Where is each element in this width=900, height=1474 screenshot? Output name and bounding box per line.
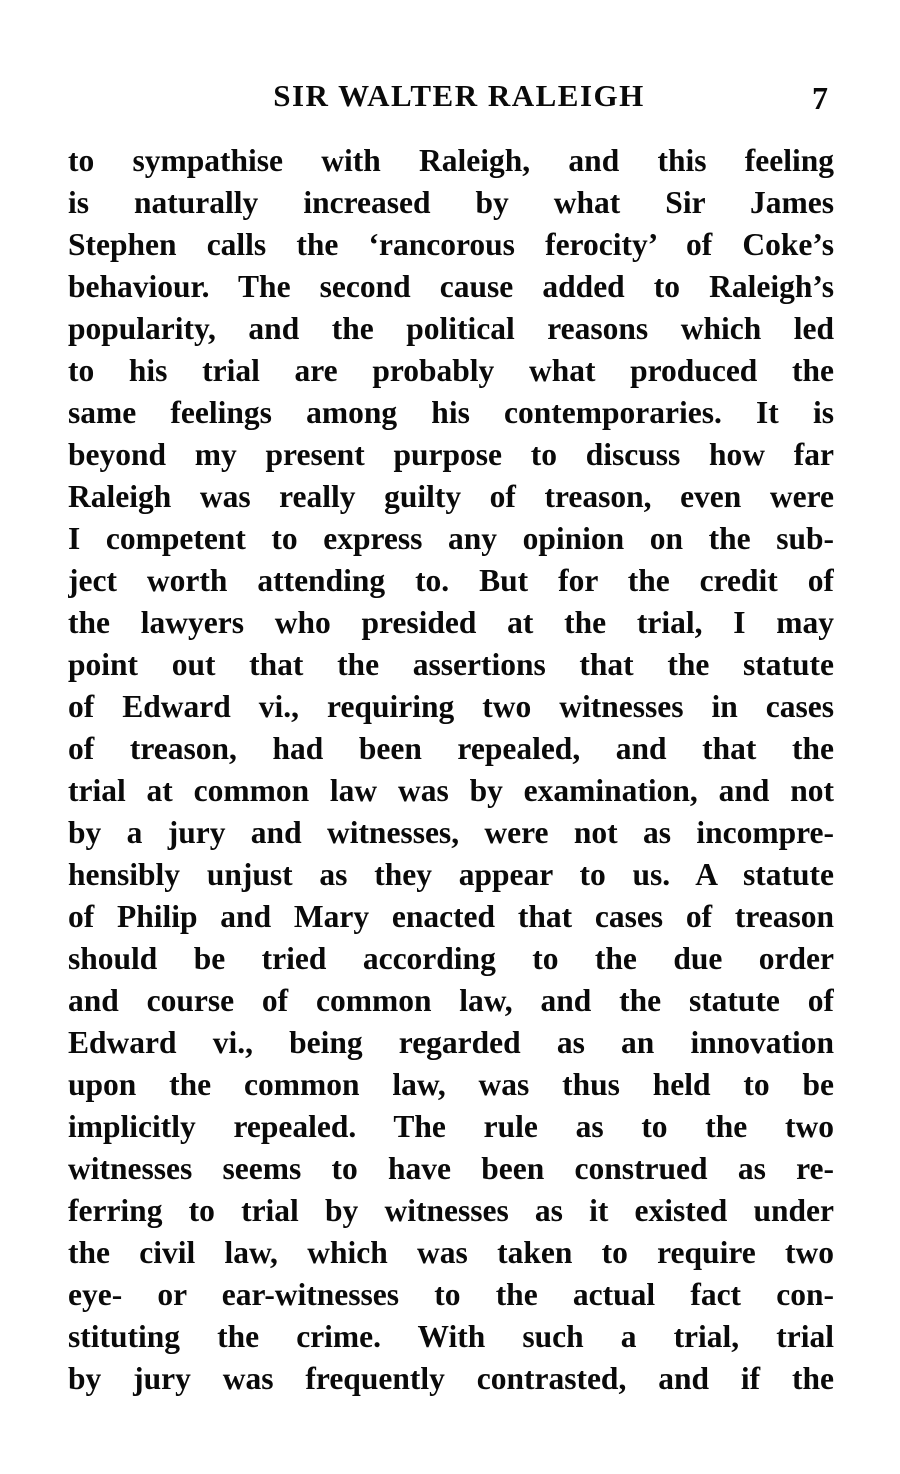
text-line: of treason, had been repealed, and that the bbox=[68, 731, 834, 766]
body-text bbox=[68, 140, 834, 1400]
text-line: to sympathise with Raleigh, and this feeling bbox=[68, 143, 834, 178]
running-head: SIR WALTER RALEIGH bbox=[273, 78, 645, 113]
text-line: of Edward vi., requiring two witnesses in cases bbox=[68, 689, 834, 724]
text-line: point out that the assertions that the statute bbox=[68, 647, 834, 682]
text-line: implicitly repealed. The rule as to the two bbox=[68, 1109, 834, 1144]
text-line: is naturally increased by what Sir James bbox=[68, 185, 834, 220]
text-line: by a jury and witnesses, were not as incompre- bbox=[68, 815, 834, 850]
text-line: the lawyers who presided at the trial, I may bbox=[68, 605, 834, 640]
text-line: same feelings among his contemporaries. It is bbox=[68, 395, 834, 430]
text-line: should be tried according to the due order bbox=[68, 941, 834, 976]
text-line: to his trial are probably what produced the bbox=[68, 353, 834, 388]
text-line: upon the common law, was thus held to be bbox=[68, 1067, 834, 1102]
text-line: stituting the crime. With such a trial, trial bbox=[68, 1319, 834, 1354]
text-line: beyond my present purpose to discuss how far bbox=[68, 437, 834, 472]
text-line: by jury was frequently contrasted, and if the bbox=[68, 1361, 834, 1396]
text-line: witnesses seems to have been construed as re- bbox=[68, 1151, 834, 1186]
text-line: and course of common law, and the statute of bbox=[68, 983, 834, 1018]
page-number: 7 bbox=[812, 80, 828, 116]
text-line: behaviour. The second cause added to Raleigh’s bbox=[68, 269, 834, 304]
text-line: popularity, and the political reasons which led bbox=[68, 311, 834, 346]
text-line: Stephen calls the ‘rancorous ferocity’ of Coke’s bbox=[68, 227, 834, 262]
text-line: hensibly unjust as they appear to us. A statute bbox=[68, 857, 834, 892]
text-line: Edward vi., being regarded as an innovation bbox=[68, 1025, 834, 1060]
text-line: Raleigh was really guilty of treason, even were bbox=[68, 479, 834, 514]
page-header bbox=[68, 74, 834, 118]
text-line: I competent to express any opinion on the sub- bbox=[68, 521, 834, 556]
text-line: of Philip and Mary enacted that cases of treason bbox=[68, 899, 834, 934]
text-line: eye- or ear-witnesses to the actual fact con- bbox=[68, 1277, 834, 1312]
text-line: ject worth attending to. But for the credit of bbox=[68, 563, 834, 598]
text-line: trial at common law was by examination, and not bbox=[68, 773, 834, 808]
text-line: the civil law, which was taken to require two bbox=[68, 1235, 834, 1270]
text-line: ferring to trial by witnesses as it existed under bbox=[68, 1193, 834, 1228]
